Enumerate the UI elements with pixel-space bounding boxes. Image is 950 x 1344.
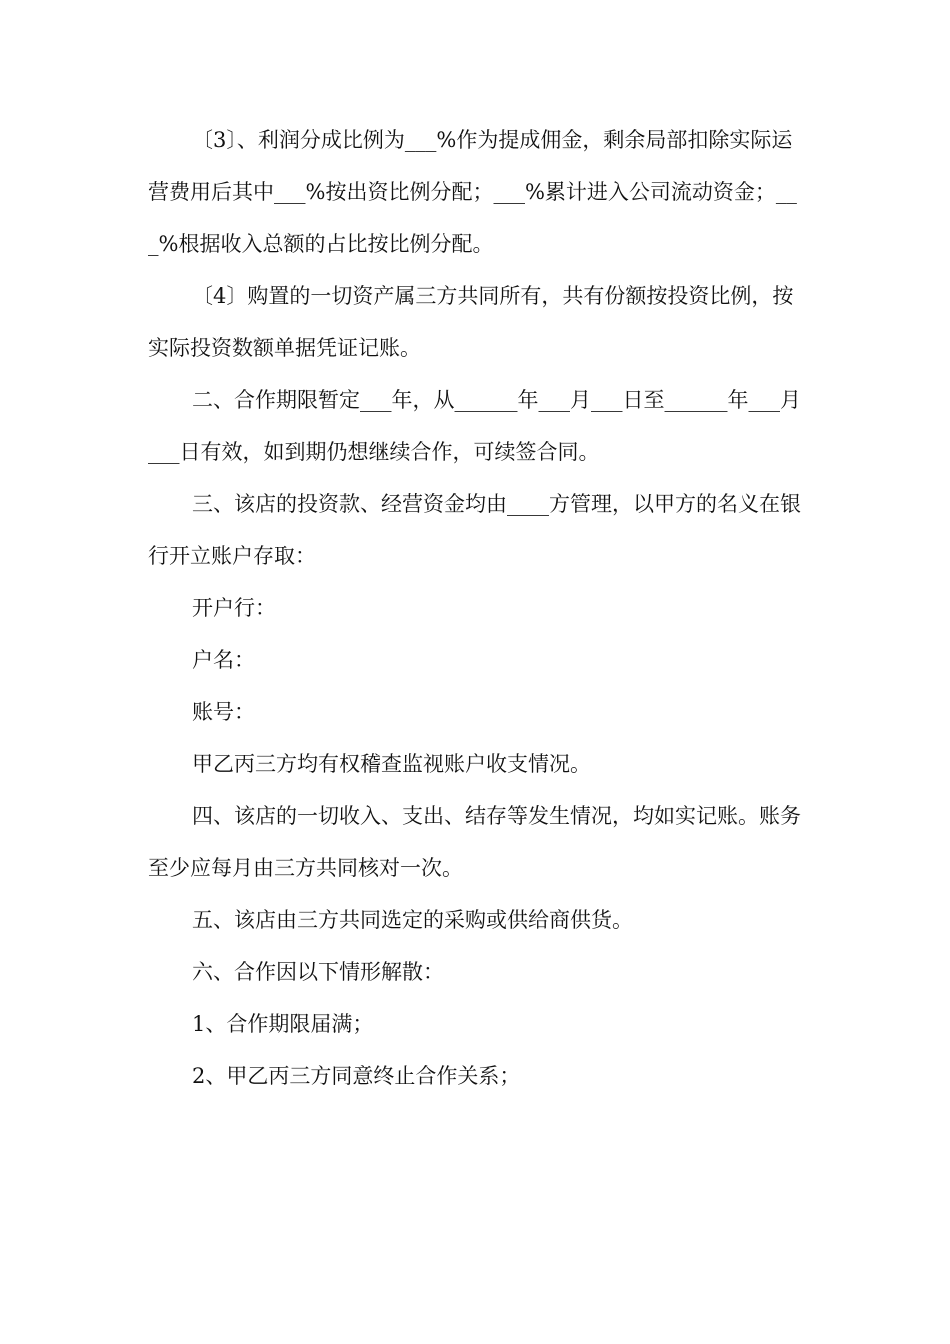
paragraph-supply: 五、该店由三方共同选定的采购或供给商供货。 <box>192 908 633 932</box>
paragraph-bookkeeping: 四、该店的一切收入、支出、结存等发生情况，均如实记账。账务至少应每月由三方共同核对一次。 <box>148 804 801 880</box>
paragraph-profit-share: 〔3〕、利润分成比例为___%作为提成佣金，剩余局部扣除实际运营费用后其中___%按出资比例分配；___%累计进入公司流动资金；___%根据收入总额的占比按比例分配。 <box>148 128 797 256</box>
paragraph-assets: 〔4〕购置的一切资产属三方共同所有，共有份额按投资比例，按实际投资数额单据凭证记账。 <box>148 284 794 360</box>
paragraph-term: 二、合作期限暂定___年，从______年___月___日至______年___月___日有效，如到期仍想继续合作，可续签合同。 <box>148 388 801 464</box>
paragraph-funds: 三、该店的投资款、经营资金均由____方管理，以甲方的名义在银行开立账户存取： <box>148 492 801 568</box>
paragraph-dissolution: 六、合作因以下情形解散： <box>192 960 444 984</box>
paragraph-audit-right: 甲乙丙三方均有权稽查监视账户收支情况。 <box>192 752 591 776</box>
paragraph-account-name: 户名： <box>192 648 255 672</box>
paragraph-dissolution-item-2: 2、甲乙丙三方同意终止合作关系； <box>192 1064 521 1088</box>
document-body <box>148 114 808 1102</box>
paragraph-account-number: 账号： <box>192 700 255 724</box>
paragraph-dissolution-item-1: 1、合作期限届满； <box>192 1012 374 1036</box>
paragraph-bank: 开户行： <box>192 596 276 620</box>
